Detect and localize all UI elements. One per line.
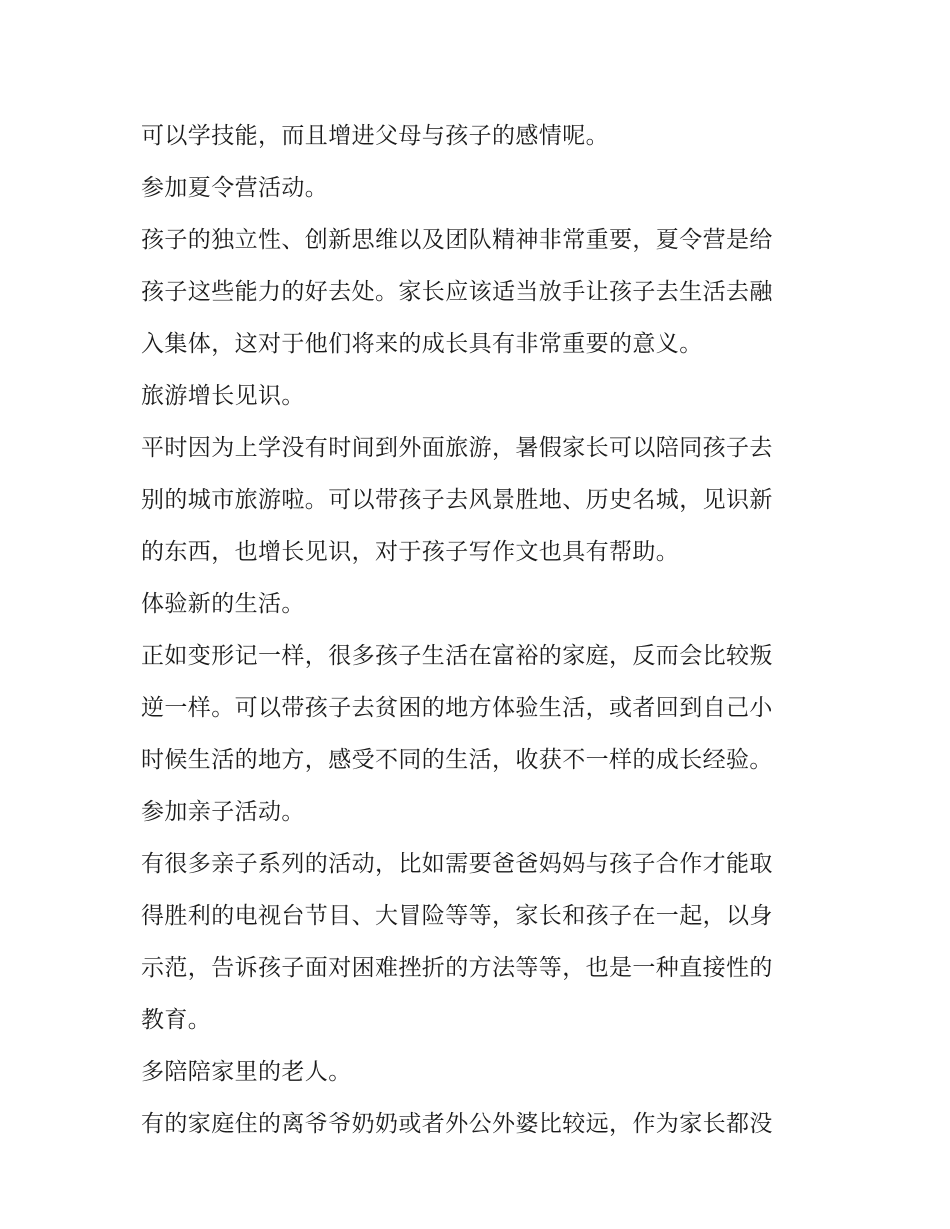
text-line: 时候生活的地方，感受不同的生活，收获不一样的成长经验。 — [141, 747, 773, 773]
document-body — [141, 110, 821, 1150]
text-line: 孩子的独立性、创新思维以及团队精神非常重要，夏令营是给 — [141, 227, 773, 253]
text-line: 逆一样。可以带孩子去贫困的地方体验生活，或者回到自己小 — [141, 695, 773, 721]
text-line: 有很多亲子系列的活动，比如需要爸爸妈妈与孩子合作才能取 — [141, 851, 773, 877]
text-line: 的东西，也增长见识，对于孩子写作文也具有帮助。 — [141, 539, 680, 565]
text-line: 教育。 — [141, 1007, 212, 1033]
text-line: 别的城市旅游啦。可以带孩子去风景胜地、历史名城，见识新 — [141, 487, 773, 513]
text-line: 有的家庭住的离爷爷奶奶或者外公外婆比较远，作为家长都没 — [141, 1111, 773, 1137]
section-heading: 参加亲子活动。 — [141, 799, 305, 825]
text-line: 示范，告诉孩子面对困难挫折的方法等等，也是一种直接性的 — [141, 955, 773, 981]
section-heading: 体验新的生活。 — [141, 591, 305, 617]
text-line: 入集体，这对于他们将来的成长具有非常重要的意义。 — [141, 331, 703, 357]
text-line: 得胜利的电视台节目、大冒险等等，家长和孩子在一起，以身 — [141, 903, 773, 929]
text-line: 正如变形记一样，很多孩子生活在富裕的家庭，反而会比较叛 — [141, 643, 773, 669]
section-heading: 旅游增长见识。 — [141, 383, 305, 409]
section-heading: 多陪陪家里的老人。 — [141, 1059, 352, 1085]
text-line: 可以学技能，而且增进父母与孩子的感情呢。 — [141, 123, 609, 149]
text-line: 孩子这些能力的好去处。家长应该适当放手让孩子去生活去融 — [141, 279, 773, 305]
section-heading: 参加夏令营活动。 — [141, 175, 329, 201]
text-line: 平时因为上学没有时间到外面旅游，暑假家长可以陪同孩子去 — [141, 435, 773, 461]
